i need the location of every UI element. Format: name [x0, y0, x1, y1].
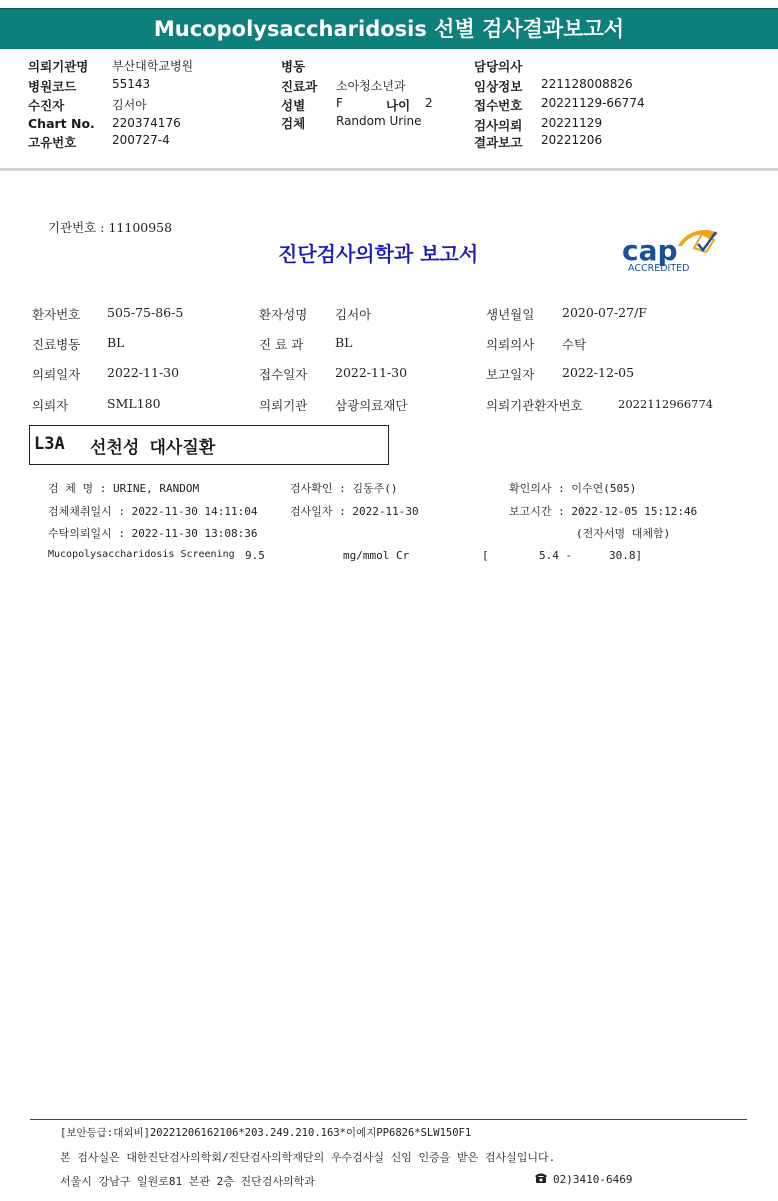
result-test-name: Mucopolysaccharidosis Screening	[48, 549, 235, 560]
detail-e-signature: (전자서명 대체함)	[576, 527, 671, 540]
header-label-hospital-code: 병원코드	[28, 79, 77, 94]
header-value-patient: 김서아	[112, 98, 147, 112]
field-value-requester: SML180	[107, 396, 161, 411]
field-label-birth-date: 생년월일	[486, 307, 535, 322]
result-ref-low: 5.4 -	[539, 549, 573, 562]
field-label-department: 진 료 과	[259, 337, 304, 352]
header-label-chart-no: Chart No.	[28, 116, 95, 131]
header-label-department: 진료과	[281, 79, 318, 94]
field-value-requesting-institution: 삼광의료재단	[335, 398, 408, 413]
header-value-sex: F	[336, 96, 343, 110]
detail-test-date: 검사일자 : 2022-11-30	[290, 505, 419, 518]
detail-specimen: 검 체 명 : URINE, RANDOM	[48, 482, 200, 495]
header-divider	[0, 168, 778, 171]
header-label-doctor: 담당의사	[474, 59, 523, 74]
result-unit: mg/mmol Cr	[343, 549, 410, 562]
detail-test-confirm: 검사확인 : 김동주()	[290, 482, 398, 495]
footer-divider	[30, 1119, 747, 1120]
field-value-request-date: 2022-11-30	[107, 365, 180, 380]
footer-phone: 02)3410-6469	[553, 1173, 633, 1186]
field-value-receipt-date: 2022-11-30	[335, 365, 408, 380]
header-value-result-date: 20221206	[541, 133, 603, 147]
institution-number: 기관번호 : 11100958	[48, 220, 173, 235]
header-label-request-date: 검사의뢰	[474, 118, 523, 133]
header-value-department: 소아청소년과	[336, 79, 406, 93]
detail-collection-time: 검체채취일시 : 2022-11-30 14:11:04	[48, 505, 258, 518]
field-value-patient-name: 김서아	[335, 307, 372, 322]
test-section-box	[29, 425, 389, 465]
header-label-specimen: 검체	[281, 116, 306, 131]
field-value-report-date: 2022-12-05	[562, 365, 635, 380]
field-value-department: BL	[335, 335, 353, 350]
header-label-unique-no: 고유번호	[28, 135, 77, 150]
field-label-ward: 진료병동	[32, 337, 81, 352]
header-value-chart-no: 220374176	[112, 116, 181, 130]
header-value-institution: 부산대학교병원	[112, 59, 194, 73]
detail-outsource-time: 수탁의뢰일시 : 2022-11-30 13:08:36	[48, 527, 258, 540]
footer-accreditation-notice: 본 검사실은 대한진단검사의학회/진단검사의학재단의 우수검사실 신임 인증을 받은 검사실입니다.	[60, 1151, 556, 1164]
report-title: Mucopolysaccharidosis 선별 검사결과보고서	[153, 17, 625, 41]
report-title-bar	[0, 8, 778, 49]
header-label-receipt-no: 접수번호	[474, 98, 523, 113]
header-value-hospital-code: 55143	[112, 77, 151, 91]
field-label-institution-patient-no: 의뢰기관환자번호	[486, 398, 583, 413]
header-label-clinical-info: 임상정보	[474, 79, 523, 94]
header-label-patient: 수진자	[28, 98, 65, 113]
footer-address: 서울시 강남구 일원로81 본관 2층 진단검사의학과	[60, 1175, 315, 1188]
result-value: 9.5	[245, 549, 265, 562]
cap-accredited-logo	[620, 226, 724, 276]
header-value-age: 2	[425, 96, 433, 110]
field-label-requesting-institution: 의뢰기관	[259, 398, 308, 413]
header-label-sex: 성별	[281, 98, 306, 113]
field-label-receipt-date: 접수일자	[259, 367, 308, 382]
detail-confirm-doctor: 확인의사 : 이수연(505)	[509, 482, 637, 495]
field-label-requester: 의뢰자	[32, 398, 69, 413]
header-value-request-date: 20221129	[541, 116, 603, 130]
section-code: L3A	[34, 434, 65, 454]
lab-report-title: 진단검사의학과 보고서	[278, 242, 479, 266]
field-label-patient-name: 환자성명	[259, 307, 308, 322]
footer-security-line: [보안등급:대외비]20221206162106*203.249.210.163*이예지PP6826*SLW150F1	[60, 1127, 472, 1139]
detail-report-time: 보고시간 : 2022-12-05 15:12:46	[509, 505, 698, 518]
header-label-age: 나이	[386, 98, 411, 113]
header-label-institution: 의뢰기관명	[28, 59, 89, 74]
telephone-icon	[535, 1172, 547, 1187]
header-value-specimen: Random Urine	[336, 114, 422, 128]
cap-logo-accredited: ACCREDITED	[628, 263, 690, 274]
cap-logo-word: cap	[622, 234, 678, 267]
result-ref-open: [	[482, 549, 489, 562]
field-value-requesting-doctor: 수탁	[562, 337, 587, 352]
field-label-report-date: 보고일자	[486, 367, 535, 382]
result-ref-high: 30.8]	[609, 549, 643, 562]
header-label-ward: 병동	[281, 59, 306, 74]
section-name: 선천성 대사질환	[90, 438, 216, 458]
field-value-institution-patient-no: 2022112966774	[618, 397, 714, 411]
header-value-unique-no: 200727-4	[112, 133, 170, 147]
field-label-request-date: 의뢰일자	[32, 367, 81, 382]
field-label-requesting-doctor: 의뢰의사	[486, 337, 535, 352]
field-label-patient-no: 환자번호	[32, 307, 81, 322]
field-value-birth-date: 2020-07-27/F	[562, 305, 647, 320]
header-label-result-date: 결과보고	[474, 135, 523, 150]
field-value-patient-no: 505-75-86-5	[107, 305, 184, 320]
header-value-receipt-no: 20221129-66774	[541, 96, 645, 110]
field-value-ward: BL	[107, 335, 125, 350]
header-value-clinical-info: 221128008826	[541, 77, 633, 91]
